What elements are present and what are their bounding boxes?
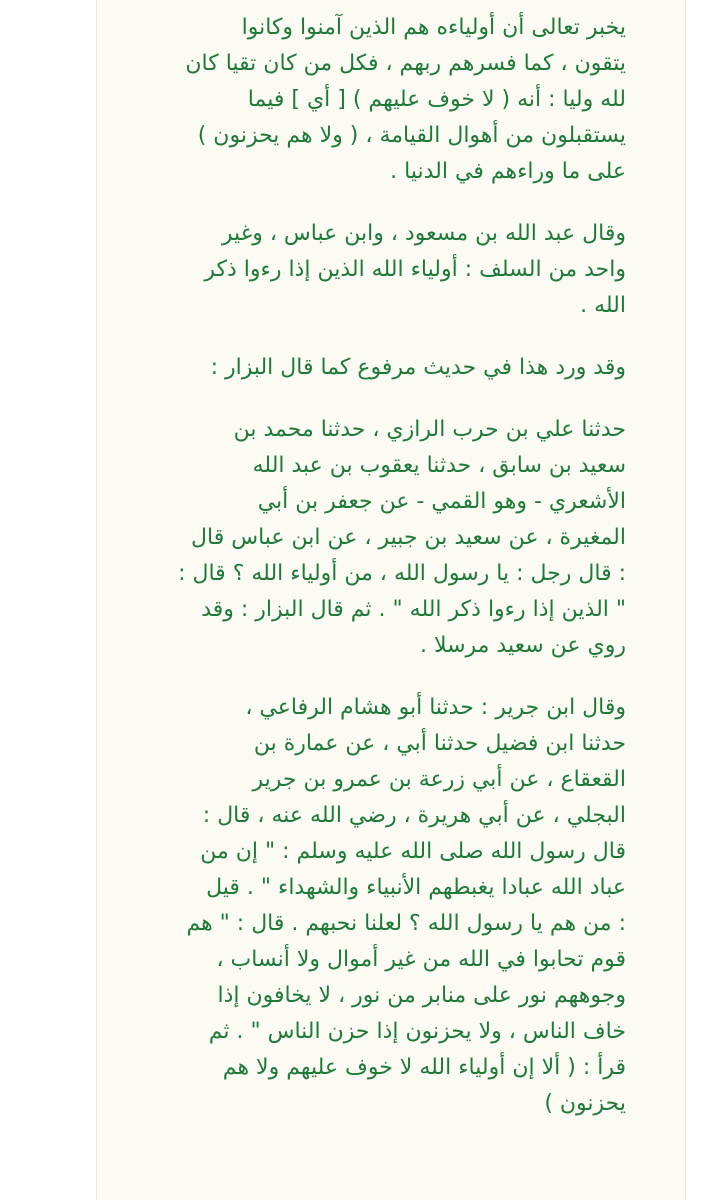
text-line: " الذين إذا رءوا ذكر الله " . ثم قال البزار : وقد [201, 597, 626, 622]
text-line: يستقبلون من أهوال القيامة ، ( ولا هم يحزنون ) [197, 123, 626, 148]
text-line: يحزنون ) [544, 1091, 626, 1116]
text-line: واحد من السلف : أولياء الله الذين إذا رءوا ذكر [204, 257, 626, 282]
text-line: : قال رجل : يا رسول الله ، من أولياء الله ؟ قال : [178, 561, 626, 586]
paragraph [110, 10, 626, 190]
text-line: حدثنا ابن فضيل حدثنا أبي ، عن عمارة بن [253, 731, 626, 756]
text-line: عباد الله عبادا يغبطهم الأنبياء والشهداء " . قيل [206, 875, 626, 900]
text-line: سعيد بن سابق ، حدثنا يعقوب بن عبد الله [252, 453, 626, 478]
text-line: لله وليا : أنه ( لا خوف عليهم ) [ أي ] فيما [247, 87, 626, 112]
text-line: قرأ : ( ألا إن أولياء الله لا خوف عليهم ولا هم [222, 1055, 626, 1080]
text-line: المغيرة ، عن سعيد بن جبير ، عن ابن عباس قال [191, 525, 626, 550]
paragraph [110, 350, 626, 386]
text-line: خاف الناس ، ولا يحزنون إذا حزن الناس " . ثم [208, 1019, 626, 1044]
text-line: وقال ابن جرير : حدثنا أبو هشام الرفاعي ، [245, 695, 626, 720]
text-line: روي عن سعيد مرسلا . [419, 633, 626, 658]
paragraph [110, 690, 626, 1122]
paragraph [110, 412, 626, 664]
text-line: وقد ورد هذا في حديث مرفوع كما قال البزار : [210, 355, 626, 380]
text-line: الأشعري - وهو القمي - عن جعفر بن أبي [257, 489, 626, 514]
tafsir-text [110, 10, 626, 1148]
text-line: وجوههم نور على منابر من نور ، لا يخافون إذا [217, 983, 626, 1008]
text-line: على ما وراءهم في الدنيا . [390, 159, 626, 184]
text-line: : من هم يا رسول الله ؟ لعلنا نحبهم . قال : " هم [186, 911, 626, 936]
text-line: قوم تحابوا في الله من غير أموال ولا أنساب ، [216, 947, 626, 972]
text-line: القعقاع ، عن أبي زرعة بن عمرو بن جرير [252, 767, 626, 792]
text-line: حدثنا علي بن حرب الرازي ، حدثنا محمد بن [233, 417, 626, 442]
text-line: قال رسول الله صلى الله عليه وسلم : " إن من [200, 839, 626, 864]
text-line: وقال عبد الله بن مسعود ، وابن عباس ، وغير [221, 221, 626, 246]
text-line: يتقون ، كما فسرهم ربهم ، فكل من كان تقيا كان [185, 51, 626, 76]
text-line: البجلي ، عن أبي هريرة ، رضي الله عنه ، قال : [202, 803, 626, 828]
text-line: يخبر تعالى أن أولياءه هم الذين آمنوا وكانوا [241, 15, 626, 40]
paragraph [110, 216, 626, 324]
text-line: الله . [580, 293, 626, 318]
